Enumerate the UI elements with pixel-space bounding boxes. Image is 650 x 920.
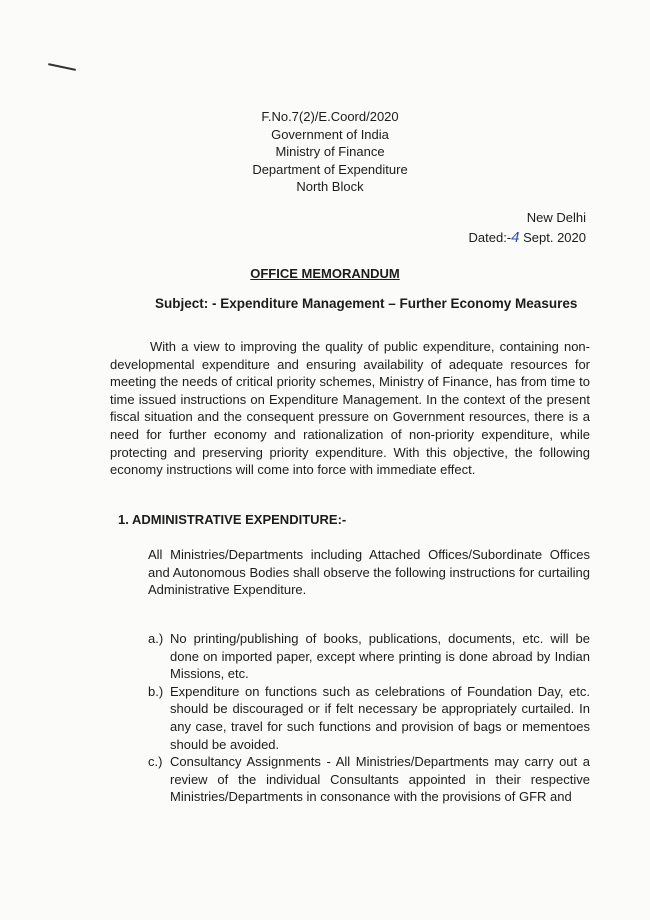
instruction-list: [148, 630, 590, 806]
header-line: Ministry of Finance: [275, 144, 385, 159]
list-item: [148, 683, 590, 753]
list-item: [148, 753, 590, 806]
pen-mark: [48, 63, 76, 71]
header-line: Government of India: [271, 126, 389, 142]
list-item: [148, 630, 590, 683]
date-label: Dated:-: [468, 230, 512, 245]
memo-title: OFFICE MEMORANDUM: [250, 266, 400, 281]
item-text: Consultancy Assignments - All Ministries/Departments may carry out a review of the individual Consultants appointed in their respective Ministries/Departments in consonance with the provisions of GFR and: [170, 754, 590, 805]
date-rest: Sept. 2020: [523, 230, 586, 245]
item-text: Expenditure on functions such as celebrations of Foundation Day, etc. should be discouraged or if felt necessary be appropriately curtailed. In any case, travel for such functions and provision of bags or mementoes should be avoided.: [170, 683, 590, 752]
letterhead: [180, 108, 480, 196]
item-label: a.): [148, 631, 164, 646]
file-number: F.No.7(2)/E.Coord/2020: [261, 109, 399, 124]
place: New Delhi: [526, 210, 586, 225]
item-text: No printing/publishing of books, publications, documents, etc. will be done on imported paper, except where printing is done abroad by Indian Missions, etc.: [170, 631, 590, 682]
section-heading: 1. ADMINISTRATIVE EXPENDITURE:-: [118, 512, 347, 527]
place-date: [469, 208, 587, 248]
date: [469, 228, 587, 248]
item-label: b.): [148, 683, 164, 699]
intro-paragraph: With a view to improving the quality of public expenditure, containing non-developmental expenditure and ensuring availability of adequate resources for meeting the needs of critical priority schemes, Ministry of Finance, has from time to time issued instructions on Expenditure Management. In the context of the present fiscal situation and the consequent pressure on Government resources, there is a need for further economy and rationalization of non-priority expenditure, while protecting and preserving priority expenditure. With this objective, the following economy instructions will come into force with immediate effect.: [110, 339, 590, 478]
header-line: Department of Expenditure: [252, 161, 408, 177]
header-line: North Block: [296, 179, 364, 194]
item-label: c.): [148, 754, 163, 770]
subject: Subject: - Expenditure Management – Further Economy Measures: [155, 296, 578, 311]
section-paragraph: All Ministries/Departments including Attached Offices/Subordinate Offices and Autonomous Bodies shall observe the following instructions for curtailing Administrative Expenditure.: [148, 547, 590, 598]
handwritten-day: 4: [511, 229, 520, 246]
